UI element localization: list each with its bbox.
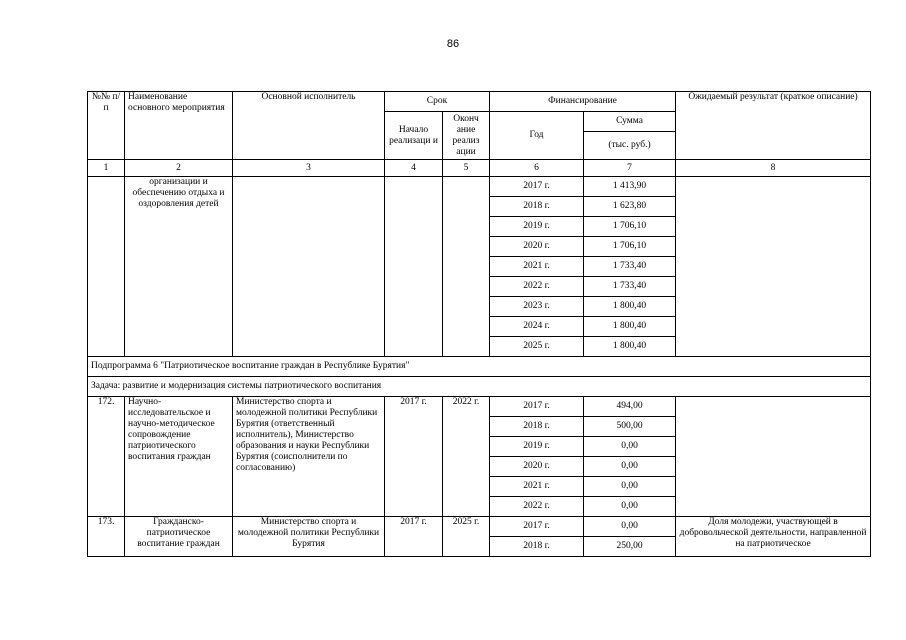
item-number: 172. [88, 397, 125, 517]
fin-sum: 1 733,40 [584, 257, 676, 277]
col-number: 4 [385, 160, 443, 177]
col-number: 8 [676, 160, 871, 177]
header-result: Ожидаемый результат (краткое описание) [676, 92, 871, 160]
fin-sum: 1 706,10 [584, 217, 676, 237]
col-number: 6 [490, 160, 584, 177]
fin-year: 2020 г. [490, 457, 584, 477]
fin-sum: 1 733,40 [584, 277, 676, 297]
item-start: 2017 г. [385, 397, 443, 517]
item-result [676, 397, 871, 517]
item-number: 173. [88, 517, 125, 557]
item-result: Доля молодежи, участвующей в добровольческой деятельности, направленной на патриотическое [676, 517, 871, 557]
cont-start [385, 177, 443, 357]
item-start: 2017 г. [385, 517, 443, 557]
fin-year: 2022 г. [490, 497, 584, 517]
fin-sum: 1 800,40 [584, 297, 676, 317]
header-num: №№ п/п [88, 92, 125, 160]
fin-sum: 0,00 [584, 477, 676, 497]
item-end: 2022 г. [443, 397, 490, 517]
fin-sum: 0,00 [584, 437, 676, 457]
col-number: 3 [233, 160, 385, 177]
col-number: 1 [88, 160, 125, 177]
fin-sum: 1 706,10 [584, 237, 676, 257]
fin-year: 2018 г. [490, 537, 584, 557]
fin-year: 2022 г. [490, 277, 584, 297]
fin-sum: 0,00 [584, 517, 676, 537]
program-table [87, 91, 871, 557]
table-row [88, 517, 871, 537]
fin-year: 2018 г. [490, 197, 584, 217]
item-end: 2025 г. [443, 517, 490, 557]
fin-year: 2024 г. [490, 317, 584, 337]
fin-sum: 0,00 [584, 497, 676, 517]
col-number: 7 [584, 160, 676, 177]
fin-sum: 1 800,40 [584, 317, 676, 337]
fin-year: 2020 г. [490, 237, 584, 257]
col-number: 2 [125, 160, 233, 177]
header-sum-unit: (тыс. руб.) [584, 132, 676, 160]
fin-sum: 250,00 [584, 537, 676, 557]
cont-executor [233, 177, 385, 357]
fin-year: 2018 г. [490, 417, 584, 437]
fin-sum: 1 800,40 [584, 337, 676, 357]
fin-sum: 500,00 [584, 417, 676, 437]
task-title: Задача: развитие и модернизация системы патриотического воспитания [88, 377, 871, 397]
item-executor: Министерство спорта и молодежной политики Республики Бурятия (ответственный исполнитель), Министерство образования и науки Республики Бурятия (соисполнители по согласованию) [233, 397, 385, 517]
header-executor: Основной исполнитель [233, 92, 385, 160]
subprogram-title: Подпрограмма 6 "Патриотическое воспитание граждан в Республике Бурятия" [88, 357, 871, 377]
cont-end [443, 177, 490, 357]
col-number: 5 [443, 160, 490, 177]
header-term: Срок [385, 92, 490, 112]
fin-year: 2017 г. [490, 517, 584, 537]
fin-sum: 1 413,90 [584, 177, 676, 197]
fin-year: 2019 г. [490, 437, 584, 457]
item-name: Гражданско-патриотическое воспитание граждан [125, 517, 233, 557]
header-start: Начало реализаци и [385, 112, 443, 160]
fin-sum: 0,00 [584, 457, 676, 477]
header-end: Оконч ание реализ ации [443, 112, 490, 160]
fin-year: 2021 г. [490, 477, 584, 497]
header-sum: Сумма [584, 112, 676, 132]
fin-year: 2019 г. [490, 217, 584, 237]
fin-year: 2017 г. [490, 397, 584, 417]
column-numbers-row [88, 160, 871, 177]
cont-result [676, 177, 871, 357]
cont-num [88, 177, 125, 357]
fin-year: 2021 г. [490, 257, 584, 277]
table-row [88, 397, 871, 417]
item-executor: Министерство спорта и молодежной политики Республики Бурятия [233, 517, 385, 557]
fin-sum: 494,00 [584, 397, 676, 417]
cont-name: организации и обеспечению отдыха и оздоровления детей [125, 177, 233, 357]
fin-sum: 1 623,80 [584, 197, 676, 217]
fin-year: 2017 г. [490, 177, 584, 197]
header-year: Год [490, 112, 584, 160]
header-finance: Финансирование [490, 92, 676, 112]
header-name: Наименование основного мероприятия [125, 92, 233, 160]
table-header-row [88, 92, 871, 112]
fin-year: 2023 г. [490, 297, 584, 317]
page-number: 86 [446, 38, 460, 50]
item-name: Научно-исследовательское и научно-методическое сопровождение патриотического воспитания граждан [125, 397, 233, 517]
fin-year: 2025 г. [490, 337, 584, 357]
